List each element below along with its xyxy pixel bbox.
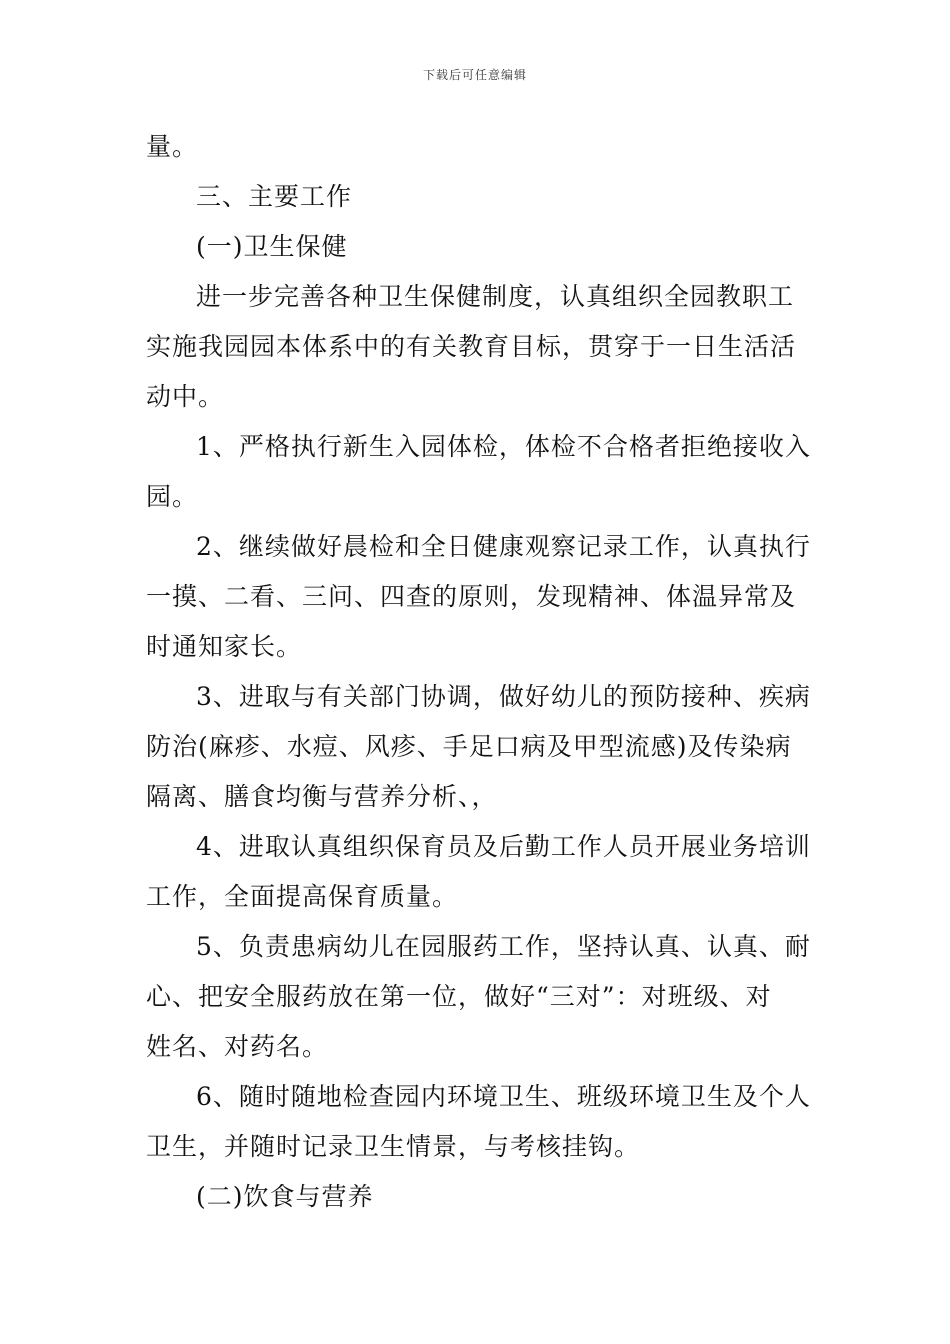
list-item-1: 1、严格执行新生入园体检，体检不合格者拒绝接收入 (196, 432, 811, 461)
text-line: 姓名、对药名。 (146, 1032, 329, 1061)
text-line: 园。 (146, 482, 199, 511)
page-header: 下载后可任意编辑 (422, 68, 527, 82)
subsection-heading: (二)饮食与营养 (196, 1182, 374, 1211)
text-line: 隔离、膳食均衡与营养分析、， (146, 782, 498, 811)
text-line: 进一步完善各种卫生保健制度，认真组织全园教职工 (196, 282, 795, 311)
text-line: 动中。 (146, 382, 225, 411)
text-line: 实施我园园本体系中的有关教育目标，贯穿于一日生活活 (146, 332, 797, 361)
subsection-heading: (一)卫生保健 (196, 232, 348, 261)
section-heading: 三、主要工作 (196, 182, 353, 211)
text-line: 卫生，并随时记录卫生情景，与考核挂钩。 (146, 1132, 641, 1161)
text-line: 防治(麻疹、水痘、风疹、手足口病及甲型流感)及传染病 (146, 732, 792, 761)
list-item-4: 4、进取认真组织保育员及后勤工作人员开展业务培训 (196, 832, 811, 861)
document-body (146, 122, 811, 1222)
text-line: 心、把安全服药放在第一位，做好“三对”：对班级、对 (146, 982, 772, 1011)
list-item-6: 6、随时随地检查园内环境卫生、班级环境卫生及个人 (196, 1082, 811, 1111)
list-item-2: 2、继续做好晨检和全日健康观察记录工作，认真执行 (196, 532, 811, 561)
text-line: 一摸、二看、三问、四查的原则，发现精神、体温异常及 (146, 582, 797, 611)
list-item-5: 5、负责患病幼儿在园服药工作，坚持认真、认真、耐 (196, 932, 811, 961)
list-item-3: 3、进取与有关部门协调，做好幼儿的预防接种、疾病 (196, 682, 811, 711)
text-line: 时通知家长。 (146, 632, 303, 661)
text-line: 量。 (146, 132, 199, 161)
text-line: 工作，全面提高保育质量。 (146, 882, 459, 911)
